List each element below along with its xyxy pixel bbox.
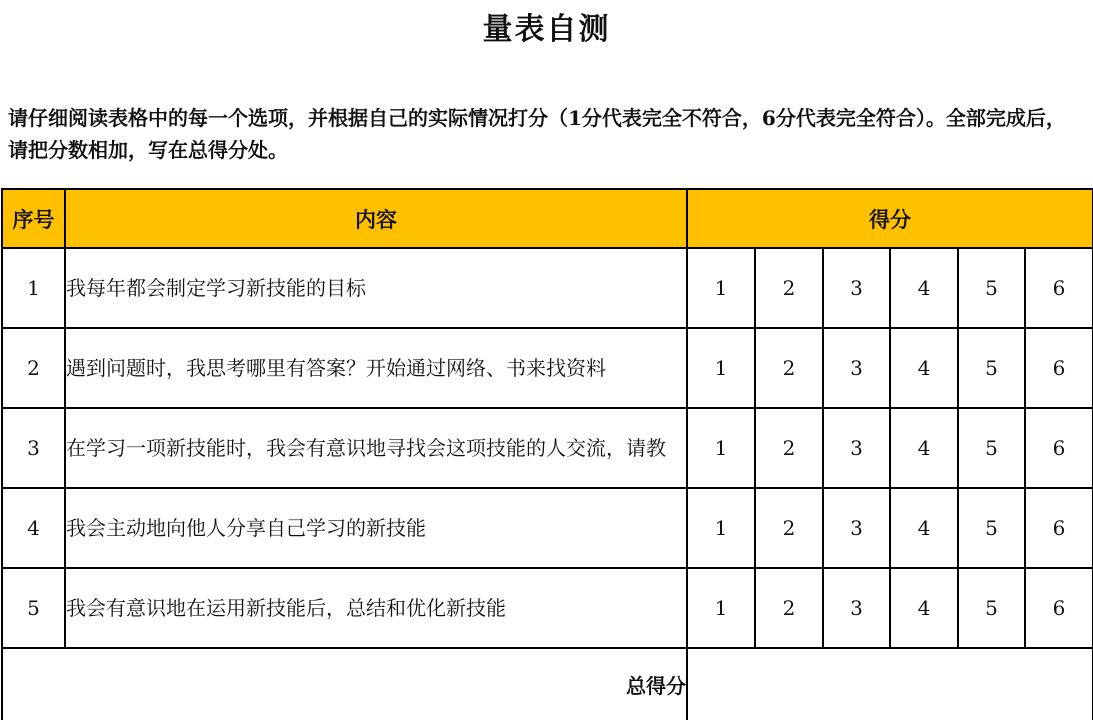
- score-option[interactable]: 4: [890, 408, 958, 488]
- score-option[interactable]: 1: [687, 488, 755, 568]
- score-option[interactable]: 3: [823, 568, 890, 648]
- header-score: 得分: [687, 189, 1093, 248]
- table-row: [2, 568, 1093, 648]
- table-row: [2, 408, 1093, 488]
- row-content: 我会有意识地在运用新技能后，总结和优化新技能: [65, 568, 687, 648]
- row-content: 在学习一项新技能时，我会有意识地寻找会这项技能的人交流，请教: [65, 408, 687, 488]
- score-option[interactable]: 3: [823, 248, 890, 328]
- score-option[interactable]: 2: [755, 568, 823, 648]
- row-number: 4: [2, 488, 65, 568]
- table-header-row: [2, 189, 1093, 248]
- instructions-text: 请仔细阅读表格中的每一个选项，并根据自己的实际情况打分（1分代表完全不符合，6分代表完全符合）。全部完成后，请把分数相加，写在总得分处。: [8, 106, 1066, 162]
- score-option[interactable]: 3: [823, 488, 890, 568]
- row-number: 5: [2, 568, 65, 648]
- score-option[interactable]: 5: [958, 568, 1025, 648]
- row-content: 我每年都会制定学习新技能的目标: [65, 248, 687, 328]
- score-option[interactable]: 6: [1025, 248, 1093, 328]
- table-row: [2, 248, 1093, 328]
- page-title: 量表自测: [482, 12, 611, 47]
- score-option[interactable]: 4: [890, 248, 958, 328]
- score-option[interactable]: 4: [890, 568, 958, 648]
- header-content: 内容: [65, 189, 687, 248]
- total-score-field[interactable]: [687, 648, 1093, 720]
- total-score-label: 总得分: [2, 648, 687, 720]
- score-option[interactable]: 5: [958, 488, 1025, 568]
- row-number: 2: [2, 328, 65, 408]
- self-assessment-table: [1, 188, 1093, 720]
- score-option[interactable]: 2: [755, 408, 823, 488]
- total-row: [2, 648, 1093, 720]
- score-option[interactable]: 1: [687, 408, 755, 488]
- score-option[interactable]: 3: [823, 328, 890, 408]
- row-number: 3: [2, 408, 65, 488]
- score-option[interactable]: 6: [1025, 408, 1093, 488]
- score-option[interactable]: 6: [1025, 568, 1093, 648]
- score-option[interactable]: 1: [687, 568, 755, 648]
- score-option[interactable]: 1: [687, 248, 755, 328]
- row-number: 1: [2, 248, 65, 328]
- score-option[interactable]: 2: [755, 248, 823, 328]
- score-option[interactable]: 2: [755, 328, 823, 408]
- score-option[interactable]: 4: [890, 488, 958, 568]
- score-option[interactable]: 5: [958, 408, 1025, 488]
- header-seq: 序号: [2, 189, 65, 248]
- score-option[interactable]: 5: [958, 328, 1025, 408]
- row-content: 我会主动地向他人分享自己学习的新技能: [65, 488, 687, 568]
- score-option[interactable]: 4: [890, 328, 958, 408]
- table-row: [2, 488, 1093, 568]
- score-option[interactable]: 3: [823, 408, 890, 488]
- score-option[interactable]: 6: [1025, 488, 1093, 568]
- table-row: [2, 328, 1093, 408]
- score-option[interactable]: 5: [958, 248, 1025, 328]
- score-option[interactable]: 1: [687, 328, 755, 408]
- score-option[interactable]: 2: [755, 488, 823, 568]
- score-option[interactable]: 6: [1025, 328, 1093, 408]
- row-content: 遇到问题时，我思考哪里有答案？开始通过网络、书来找资料: [65, 328, 687, 408]
